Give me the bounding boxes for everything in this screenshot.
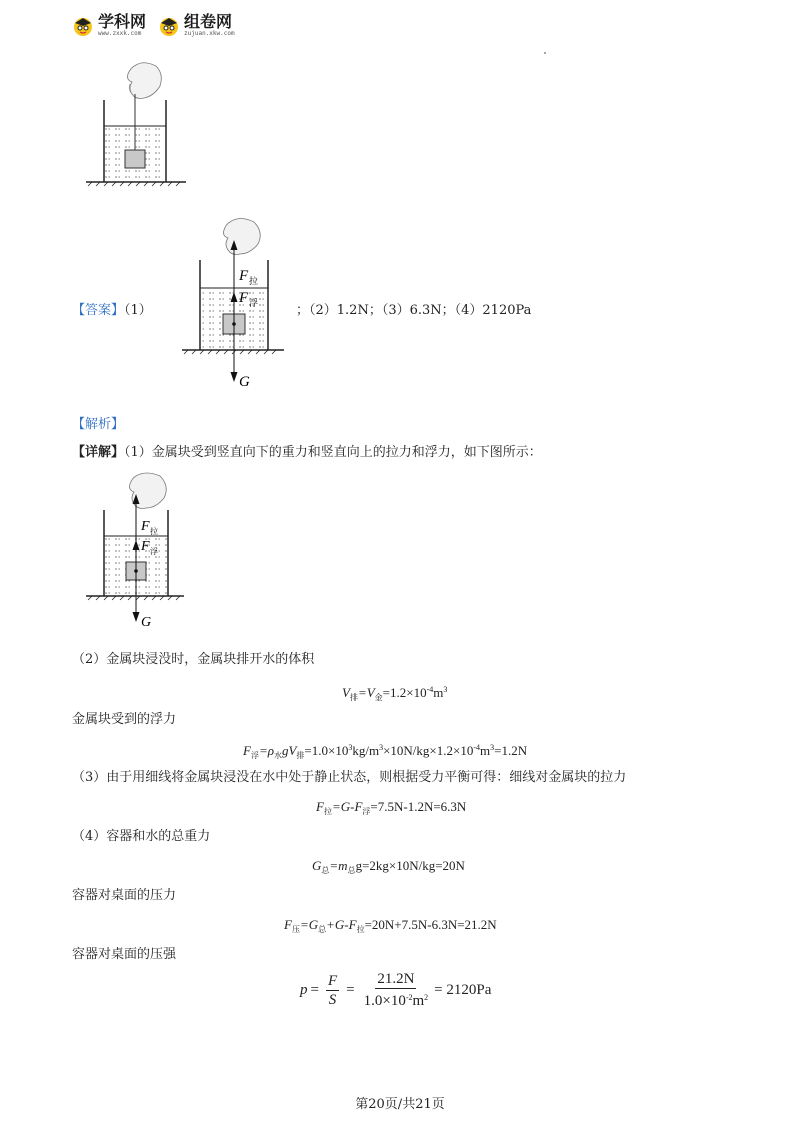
label-F-fu: F xyxy=(141,539,150,554)
eq-unit-exp: 3 xyxy=(443,685,448,694)
analysis-label: 【解析】 xyxy=(72,417,125,432)
label-G: G xyxy=(239,374,250,390)
detail-text: （1）金属块受到竖直向下的重力和竖直向上的拉力和浮力，如下图所示： xyxy=(124,445,542,460)
stray-dot xyxy=(544,52,546,54)
eq-equals2: = xyxy=(346,982,355,998)
buoyancy-text: 金属块受到的浮力 xyxy=(72,712,177,727)
pressure-text: 容器对桌面的压强 xyxy=(72,947,177,962)
label-la-sub: 拉 xyxy=(150,527,158,536)
answer-rest: ；（2）1.2N；（3）6.3N；（4）2120Pa xyxy=(296,303,532,318)
equation-total-weight xyxy=(312,858,465,879)
eq-sub-zong: 总 xyxy=(318,925,327,934)
eq-val3: ×10N/kg×1.2×10 xyxy=(383,743,474,758)
eq-sub-zong2: 总 xyxy=(347,866,356,875)
logo-xuekewang[interactable] xyxy=(72,14,146,37)
eq-mid: =G-F xyxy=(331,799,363,814)
den-unit: m xyxy=(412,993,425,1009)
logo1-url: www.zxxk.com xyxy=(98,30,142,37)
eq-sub-zong: 总 xyxy=(321,866,330,875)
eq-rho: =ρ xyxy=(258,743,274,758)
eq-mid2: +G-F xyxy=(326,917,357,932)
logo2-url: zujuan.xkw.com xyxy=(184,30,235,37)
detail-label: 【详解】 xyxy=(72,445,125,460)
logo-zujuanwang[interactable] xyxy=(158,14,235,37)
equation-tension xyxy=(316,799,466,820)
label-la-sub: 拉 xyxy=(249,277,259,287)
eq-F: F xyxy=(284,917,292,932)
hand-icon xyxy=(128,63,162,99)
eq-e2: 3 xyxy=(379,743,384,752)
equation-pressure xyxy=(300,970,491,1010)
label-F-la: F xyxy=(141,519,150,534)
den-exp: -2 xyxy=(405,993,413,1002)
eq-val4: m xyxy=(480,743,491,758)
eq-V: V xyxy=(288,743,297,758)
den-unit-exp: 2 xyxy=(424,993,429,1002)
answer-part1: （1） xyxy=(124,303,152,318)
label-F-fu: F xyxy=(239,290,249,306)
eq-sub-shui: 水 xyxy=(273,751,282,760)
frac-num-val: 21.2N xyxy=(377,971,415,987)
eq-val: =20N+7.5N-6.3N=21.2N xyxy=(364,917,497,932)
label-F-la: F xyxy=(239,268,249,284)
eq-sub-la: 拉 xyxy=(323,807,332,816)
eq-e1: 3 xyxy=(348,743,353,752)
eq-mid: =V xyxy=(357,685,375,700)
eq-val2: kg/m xyxy=(352,743,380,758)
eq-val: =7.5N-1.2N=6.3N xyxy=(370,799,467,814)
mascot-icon xyxy=(72,15,94,37)
frac-den-val xyxy=(362,989,431,1010)
eq-unit: m xyxy=(433,685,444,700)
part3-text: （3）由于用细线将金属块浸没在水中处于静止状态，则根据受力平衡可得：细线对金属块的拉力 xyxy=(72,770,627,785)
eq-sub-ya: 压 xyxy=(291,925,300,934)
den-coeff: 1.0×10 xyxy=(363,993,406,1009)
figure-beaker-original xyxy=(84,60,194,190)
frac-num: F xyxy=(327,972,338,989)
label-fu-sub: 浮 xyxy=(150,547,158,556)
eq-equals: = xyxy=(310,982,319,998)
eq-val1: =1.0×10 xyxy=(304,743,349,758)
eq-e4: 3 xyxy=(490,743,495,752)
eq-sub-jin: 金 xyxy=(374,693,383,702)
part2-intro: （2）金属块浸没时，金属块排开水的体积 xyxy=(72,652,315,667)
logo1-name: 学科网 xyxy=(98,12,147,31)
eq-exp: -4 xyxy=(426,685,434,694)
eq-p: p xyxy=(300,982,308,998)
figure-force-diagram-answer xyxy=(178,212,290,390)
eq-sub-fu: 浮 xyxy=(250,751,259,760)
eq-sub-pai: 排 xyxy=(296,751,305,760)
eq-V: V xyxy=(342,685,350,700)
equation-pressure-force xyxy=(284,917,497,938)
fraction-values xyxy=(362,970,431,1010)
header-logos xyxy=(72,14,235,37)
eq-e3: -4 xyxy=(473,743,480,752)
eq-F: F xyxy=(316,799,324,814)
label-G: G xyxy=(141,615,152,630)
eq-sub-la: 拉 xyxy=(356,925,365,934)
eq-mid: =m xyxy=(329,858,348,873)
answer-label: 【答案】 xyxy=(72,303,125,318)
answer-row xyxy=(72,303,152,319)
frac-den: S xyxy=(328,991,337,1008)
fraction-F-over-S xyxy=(326,972,339,1009)
eq-val5: =1.2N xyxy=(494,743,528,758)
eq-val: =1.2×10 xyxy=(382,685,427,700)
label-fu-sub: 浮 xyxy=(249,299,259,309)
eq-g: g xyxy=(281,743,289,758)
logo2-name: 组卷网 xyxy=(184,12,233,31)
eq-F: F xyxy=(243,743,251,758)
mascot-icon xyxy=(158,15,180,37)
page-number: 第20页/共21页 xyxy=(355,1097,445,1112)
figure-force-diagram-detail xyxy=(84,470,196,636)
eq-G: G xyxy=(312,858,322,873)
eq-result: = 2120Pa xyxy=(434,982,492,998)
eq-sub-pai: 排 xyxy=(349,693,358,702)
eq-mid: =G xyxy=(299,917,319,932)
equation-buoyancy xyxy=(243,740,527,764)
part4-text: （4）容器和水的总重力 xyxy=(72,829,211,844)
pressure-force-text: 容器对桌面的压力 xyxy=(72,888,177,903)
eq-sub-fu: 浮 xyxy=(362,807,371,816)
eq-val: g=2kg×10N/kg=20N xyxy=(355,858,465,873)
detail-row xyxy=(72,445,542,461)
equation-volume xyxy=(342,682,447,706)
hand-icon xyxy=(224,219,261,255)
